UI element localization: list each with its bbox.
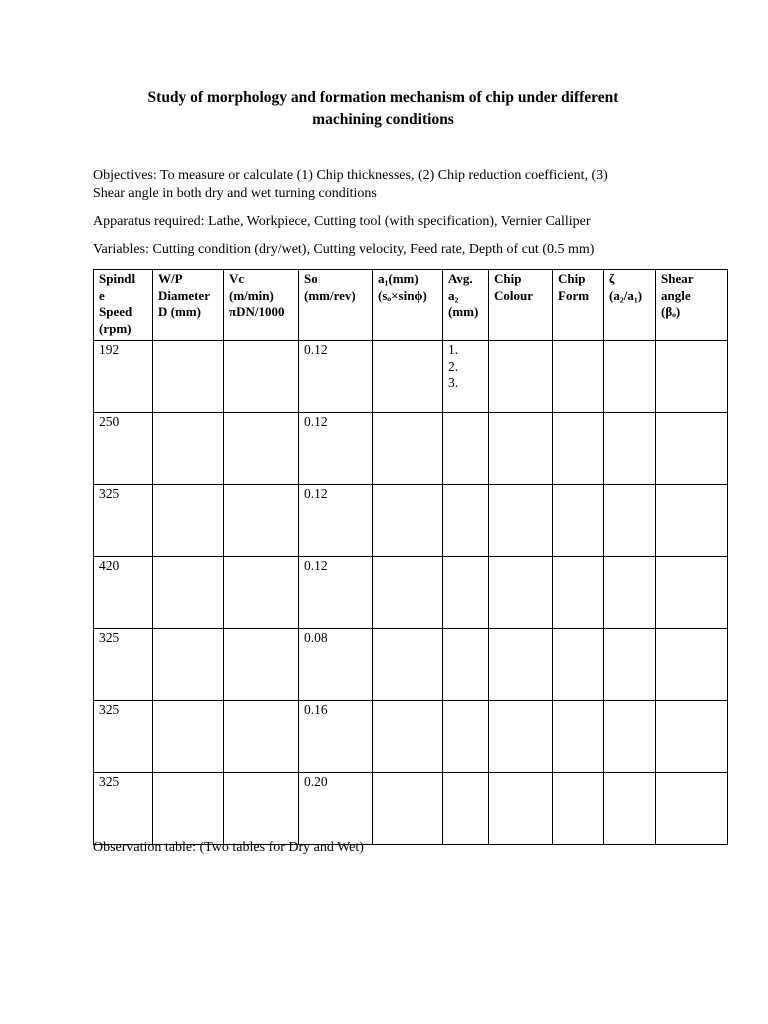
table-cell [656, 629, 728, 701]
table-cell [224, 557, 299, 629]
table-cell [224, 701, 299, 773]
cell-feed: 0.20 [299, 773, 373, 845]
cell-spindle-speed: 192 [94, 341, 153, 413]
header-spindle-speed: Spindl e Speed (rpm) [94, 270, 153, 341]
avg-a2-entry: 3. [448, 375, 459, 390]
table-caption: Observation table: (Two tables for Dry and Wet) [93, 840, 364, 855]
table-row [94, 773, 728, 845]
table-cell [656, 413, 728, 485]
avg-a2-entry: 1. [448, 342, 459, 357]
table-cell [553, 413, 604, 485]
table-cell [553, 341, 604, 413]
table-cell [373, 341, 443, 413]
table-cell [153, 557, 224, 629]
table-cell [153, 413, 224, 485]
table-row [94, 629, 728, 701]
cell-spindle-speed: 325 [94, 629, 153, 701]
table-cell [604, 557, 656, 629]
table-cell [604, 629, 656, 701]
cell-feed: 0.12 [299, 413, 373, 485]
table-cell [373, 485, 443, 557]
table-cell [443, 485, 489, 557]
table-cell [656, 773, 728, 845]
objectives-line-1: Objectives: To measure or calculate (1) Chip thicknesses, (2) Chip reduction coefficient, (3) [93, 168, 608, 183]
table-cell [604, 773, 656, 845]
table-cell [443, 701, 489, 773]
table-cell [553, 485, 604, 557]
table-cell [604, 413, 656, 485]
table-cell [373, 701, 443, 773]
table-cell [373, 557, 443, 629]
title-line-2: machining conditions [312, 111, 454, 128]
table-cell [656, 701, 728, 773]
header-wp-diameter: W/P Diameter D (mm) [153, 270, 224, 341]
table-cell [153, 341, 224, 413]
observation-table [93, 269, 728, 845]
variables-paragraph: Variables: Cutting condition (dry/wet), Cutting velocity, Feed rate, Depth of cut (0.5 mm) [93, 242, 595, 257]
cell-spindle-speed: 325 [94, 701, 153, 773]
table-cell [224, 629, 299, 701]
table-cell [224, 773, 299, 845]
avg-a2-entry: 2. [448, 358, 459, 374]
table-row [94, 485, 728, 557]
table-cell [153, 485, 224, 557]
table-cell [443, 413, 489, 485]
table-body [94, 341, 728, 845]
table-cell [373, 773, 443, 845]
table-cell [553, 773, 604, 845]
header-shear-angle: Shear angle (βₒ) [656, 270, 728, 341]
cell-feed: 0.08 [299, 629, 373, 701]
table-cell [443, 557, 489, 629]
table-cell [153, 701, 224, 773]
table-cell [153, 629, 224, 701]
header-chip-form: Chip Form [553, 270, 604, 341]
table-cell [604, 485, 656, 557]
table-row [94, 557, 728, 629]
table-cell [443, 629, 489, 701]
header-feed: So (mm/rev) [299, 270, 373, 341]
cell-feed: 0.16 [299, 701, 373, 773]
header-chip-colour: Chip Colour [489, 270, 553, 341]
table-cell [656, 557, 728, 629]
table-cell [604, 701, 656, 773]
cell-feed: 0.12 [299, 485, 373, 557]
table-cell [224, 341, 299, 413]
table-cell [443, 773, 489, 845]
table-cell [373, 629, 443, 701]
document-title [93, 87, 673, 131]
header-cutting-velocity: Vc (m/min) πDN/1000 [224, 270, 299, 341]
table-cell [224, 413, 299, 485]
table-row [94, 341, 728, 413]
table-cell [656, 485, 728, 557]
table-cell [553, 557, 604, 629]
table-cell [604, 341, 656, 413]
table-cell [553, 701, 604, 773]
apparatus-paragraph: Apparatus required: Lathe, Workpiece, Cutting tool (with specification), Vernier Calliper [93, 214, 591, 229]
table-row [94, 701, 728, 773]
cell-avg-a2 [443, 341, 489, 413]
objectives-line-2: Shear angle in both dry and wet turning conditions [93, 186, 377, 201]
header-a1: a₁(mm) (sₒ×sinϕ) [373, 270, 443, 341]
table-cell [489, 629, 553, 701]
table-cell [489, 413, 553, 485]
table-cell [373, 413, 443, 485]
table-cell [489, 773, 553, 845]
cell-spindle-speed: 250 [94, 413, 153, 485]
table-cell [656, 341, 728, 413]
objectives-paragraph [93, 167, 693, 203]
cell-spindle-speed: 420 [94, 557, 153, 629]
table-cell [553, 629, 604, 701]
title-line-1: Study of morphology and formation mechanism of chip under different [147, 89, 619, 106]
table-header-row [94, 270, 728, 341]
table-cell [224, 485, 299, 557]
cell-feed: 0.12 [299, 557, 373, 629]
table-cell [489, 341, 553, 413]
cell-feed: 0.12 [299, 341, 373, 413]
header-zeta: ζ (a₂/a₁) [604, 270, 656, 341]
table-cell [153, 773, 224, 845]
table-cell [489, 557, 553, 629]
header-avg-a2: Avg. a₂ (mm) [443, 270, 489, 341]
cell-spindle-speed: 325 [94, 773, 153, 845]
table-cell [489, 485, 553, 557]
table-cell [489, 701, 553, 773]
table-row [94, 413, 728, 485]
cell-spindle-speed: 325 [94, 485, 153, 557]
